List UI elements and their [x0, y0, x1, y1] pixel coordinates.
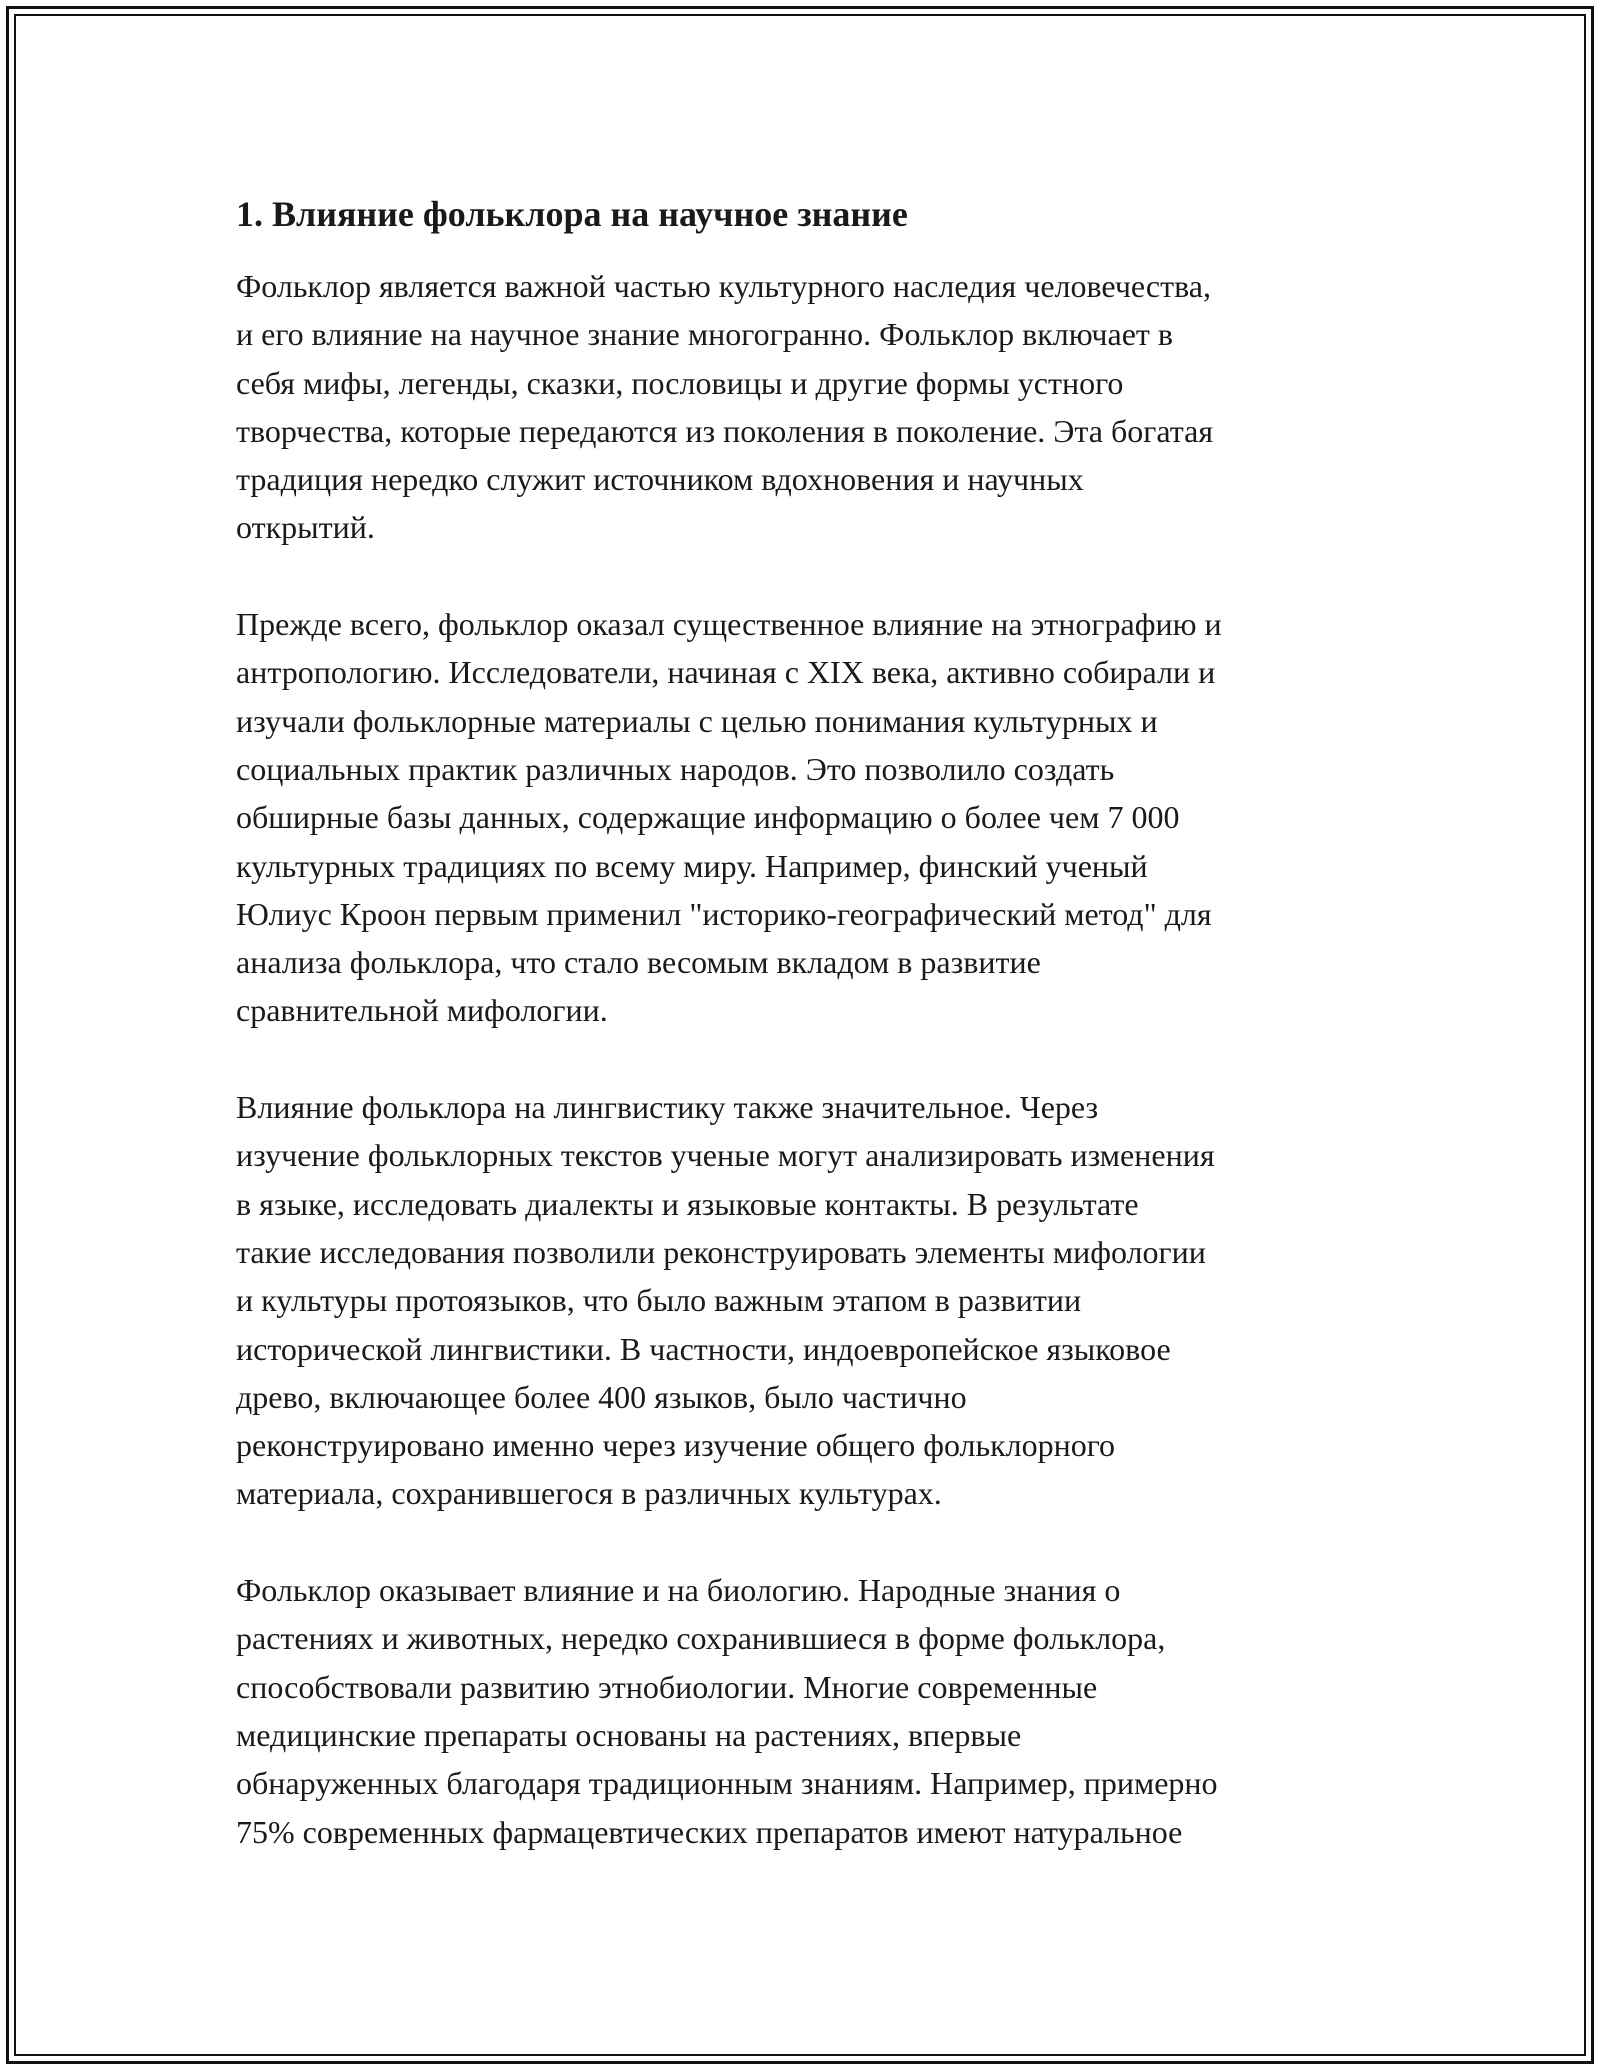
paragraph-ethnography: Прежде всего, фольклор оказал существенное влияние на этнографию и антропологию. Исследователи, начиная с XIX века, активно собирали и изучали фольклорные материалы с целью понимания культурных и социальных практик различных народов. Это позволило создать обширные базы данных, содержащие информацию о более чем 7 000 культурных традициях по всему миру. Например, финский ученый Юлиус Кроон первым применил "историко-географический метод" для анализа фольклора, что стало весомым вкладом в развитие сравнительной мифологии.	[236, 606, 1222, 1029]
document-body	[236, 190, 1376, 1904]
paragraph-biology: Фольклор оказывает влияние и на биологию. Народные знания о растениях и животных, нередко сохранившиеся в форме фольклора, способствовали развитию этнобиологии. Многие современные медицинские препараты основаны на растениях, впервые обнаруженных благодаря традиционным знаниям. Например, примерно 75% современных фармацевтических препаратов имеют натуральное	[236, 1572, 1218, 1850]
section-heading: 1. Влияние фольклора на научное знание	[236, 194, 908, 234]
paragraph-linguistics: Влияние фольклора на лингвистику также значительное. Через изучение фольклорных текстов ученые могут анализировать изменения в языке, исследовать диалекты и языковые контакты. В результате такие исследования позволили реконструировать элементы мифологии и культуры протоязыков, что было важным этапом в развитии исторической лингвистики. В частности, индоевропейское языковое древо, включающее более 400 языков, было частично реконструировано именно через изучение общего фольклорного материала, сохранившегося в различных культурах.	[236, 1089, 1215, 1512]
paragraph-intro: Фольклор является важной частью культурного наследия человечества, и его влияние на научное знание многогранно. Фольклор включает в себя мифы, легенды, сказки, пословицы и другие формы устного творчества, которые передаются из поколения в поколение. Эта богатая традиция нередко служит источником вдохновения и научных открытий.	[236, 268, 1214, 546]
